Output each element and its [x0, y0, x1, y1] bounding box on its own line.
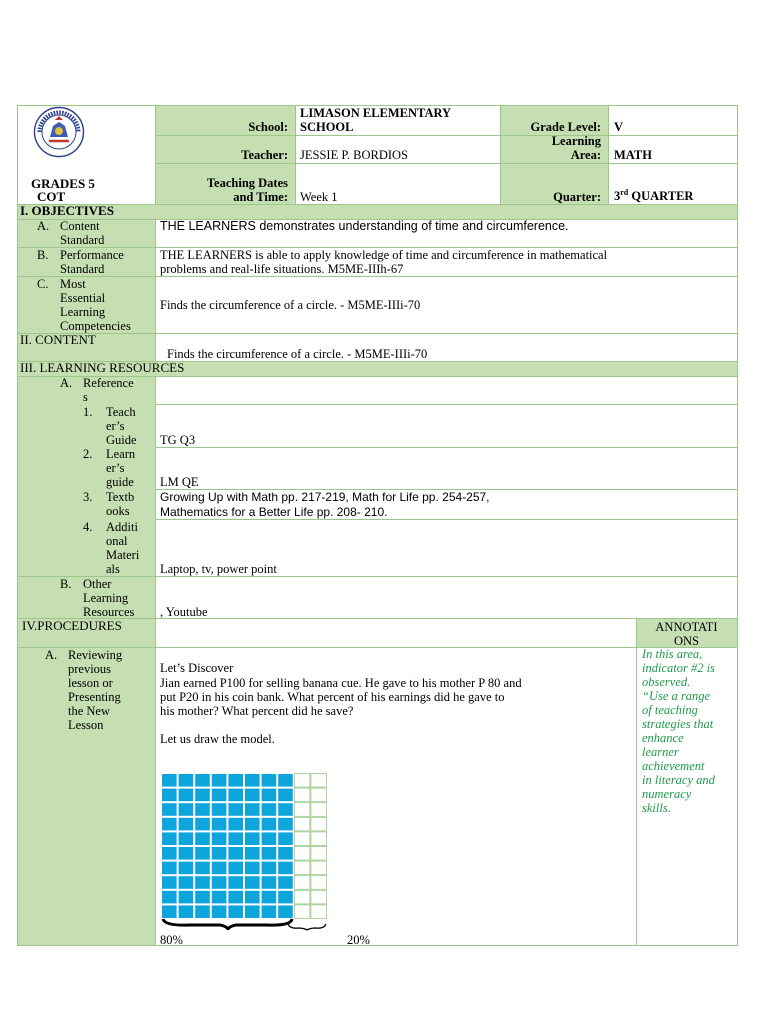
content-standard-value: THE LEARNERS demonstrates understanding of time and circumference. — [160, 219, 569, 233]
teacher-label: Teacher: — [241, 148, 288, 162]
annotation-line: numeracy — [642, 787, 692, 801]
grid-cell-empty — [294, 890, 310, 904]
grid-cell-empty — [294, 788, 310, 802]
grid-cell-shaded — [211, 774, 227, 788]
grid-cell-shaded — [211, 817, 227, 831]
grid-cell-shaded — [162, 803, 178, 817]
grid-cell-shaded — [278, 788, 294, 802]
grid-cell-shaded — [211, 832, 227, 846]
grid-cell-empty — [311, 803, 327, 817]
grid-cell-shaded — [228, 832, 244, 846]
performance-standard-value-line2: problems and real-life situations. M5ME-IIIh-67 — [160, 262, 404, 276]
quarter-number: 3 — [614, 189, 621, 203]
brace-20-percent — [286, 920, 328, 930]
objectives-heading: I. OBJECTIVES — [20, 203, 114, 218]
school-label: School: — [248, 120, 288, 134]
performance-standard-letter: B. — [37, 248, 49, 262]
grid-cell-shaded — [162, 832, 178, 846]
grid-cell-empty — [294, 832, 310, 846]
grid-cell-shaded — [245, 803, 261, 817]
grid-cell-shaded — [278, 817, 294, 831]
grid-cell-shaded — [162, 788, 178, 802]
additional-materials-label-4: als — [106, 562, 120, 576]
review-label-3: lesson or — [68, 676, 113, 690]
grid-cell-shaded — [245, 832, 261, 846]
performance-standard-value-line1: THE LEARNERS is able to apply knowledge of time and circumference in mathematical — [160, 248, 608, 262]
teaching-dates-value: Week 1 — [300, 190, 338, 204]
tg-label-1: Teach — [106, 405, 136, 419]
melc-label-3: Learning — [60, 305, 106, 319]
grid-cell-shaded — [261, 876, 277, 890]
annotations-heading-line1: ANNOTATI — [655, 620, 718, 634]
review-label-6: Lesson — [68, 718, 104, 732]
grid-cell-shaded — [228, 861, 244, 875]
grid-cell-shaded — [162, 876, 178, 890]
learning-area-label-line1: Learning — [551, 134, 601, 148]
grid-cell-shaded — [261, 788, 277, 802]
problem-line3: his mother? What percent did he save? — [160, 704, 354, 718]
hundred-grid-model — [161, 773, 327, 919]
grid-cell-shaded — [195, 861, 211, 875]
grid-cell-shaded — [278, 774, 294, 788]
references-letter: A. — [60, 376, 73, 390]
discover-heading: Let’s Discover — [160, 661, 234, 675]
annotation-line: strategies that — [642, 717, 714, 731]
other-resources-value: , Youtube — [160, 605, 208, 619]
grid-cell-shaded — [245, 817, 261, 831]
annotation-line: enhance — [642, 731, 684, 745]
label-80-percent: 80% — [160, 933, 183, 947]
grid-cell-shaded — [195, 788, 211, 802]
additional-materials-label-2: onal — [106, 534, 128, 548]
quarter-suffix: rd — [620, 187, 629, 197]
teaching-dates-label-line1: Teaching Dates — [206, 176, 288, 190]
grid-cell-shaded — [162, 861, 178, 875]
performance-standard-label-1: Performance — [60, 248, 124, 262]
lm-value: LM QE — [160, 475, 199, 489]
teaching-dates-label-line2: and Time: — [233, 190, 288, 204]
grid-cell-empty — [294, 847, 310, 861]
grid-cell-shaded — [278, 847, 294, 861]
grid-cell-shaded — [211, 890, 227, 904]
grade-level-label: Grade Level: — [530, 120, 601, 134]
grid-cell-shaded — [211, 847, 227, 861]
grid-cell-shaded — [261, 817, 277, 831]
grid-cell-empty — [294, 817, 310, 831]
tg-value: TG Q3 — [160, 433, 196, 447]
review-label-5: the New — [68, 704, 110, 718]
grid-cell-shaded — [245, 876, 261, 890]
grid-cell-shaded — [211, 861, 227, 875]
resources-heading: III. LEARNING RESOURCES — [20, 360, 185, 375]
annotation-line: observed. — [642, 675, 691, 689]
review-label-1: Reviewing — [68, 648, 123, 662]
annotation-line: learner — [642, 745, 679, 759]
grid-cell-shaded — [278, 832, 294, 846]
grid-cell-shaded — [245, 788, 261, 802]
grid-cell-shaded — [178, 847, 194, 861]
grid-cell-empty — [311, 788, 327, 802]
learning-area-value: MATH — [614, 148, 652, 162]
grid-cell-shaded — [228, 847, 244, 861]
grid-cell-empty — [311, 890, 327, 904]
grid-cell-shaded — [261, 847, 277, 861]
references-label-2: s — [83, 390, 88, 404]
grid-cell-empty — [311, 774, 327, 788]
lm-label-2: er’s — [106, 461, 125, 475]
additional-materials-number: 4. — [83, 520, 93, 534]
grades-label-line1: GRADES 5 — [31, 176, 95, 191]
grid-cell-shaded — [245, 774, 261, 788]
grid-cell-empty — [311, 876, 327, 890]
other-resources-label-1: Other — [83, 577, 112, 591]
grid-cell-shaded — [178, 861, 194, 875]
grid-cell-shaded — [228, 817, 244, 831]
melc-letter: C. — [37, 277, 49, 291]
references-label-1: Reference — [83, 376, 134, 390]
review-label-2: previous — [68, 662, 112, 676]
other-resources-label-3: Resources — [83, 605, 135, 619]
grid-cell-shaded — [195, 847, 211, 861]
deped-seal-logo — [33, 106, 85, 158]
grid-cell-shaded — [228, 788, 244, 802]
annotation-line: In this area, — [642, 647, 703, 661]
grid-cell-empty — [294, 774, 310, 788]
grid-cell-shaded — [178, 803, 194, 817]
school-value-line2: SCHOOL — [300, 120, 354, 134]
annotation-line: achievement — [642, 759, 705, 773]
textbooks-value-line1: Growing Up with Math pp. 217-219, Math for Life pp. 254-257, — [160, 490, 490, 504]
other-resources-label-2: Learning — [83, 591, 129, 605]
content-standard-label-2: Standard — [60, 233, 105, 247]
textbooks-value-line2: Mathematics for a Better Life pp. 208- 210. — [160, 505, 388, 519]
grid-cell-shaded — [178, 774, 194, 788]
grid-cell-shaded — [261, 832, 277, 846]
grid-cell-empty — [311, 832, 327, 846]
problem-line2: put P20 in his coin bank. What percent of his earnings did he gave to — [160, 690, 505, 704]
grid-cell-shaded — [228, 890, 244, 904]
quarter-value — [614, 189, 693, 203]
annotation-line: skills. — [642, 801, 671, 815]
tg-label-3: Guide — [106, 433, 137, 447]
additional-materials-label-3: Materi — [106, 548, 140, 562]
grid-cell-shaded — [162, 817, 178, 831]
lm-label-3: guide — [106, 475, 134, 489]
textbooks-number: 3. — [83, 490, 93, 504]
other-resources-letter: B. — [60, 577, 72, 591]
quarter-word: QUARTER — [628, 189, 694, 203]
grid-cell-shaded — [245, 847, 261, 861]
grid-cell-shaded — [178, 876, 194, 890]
grid-cell-shaded — [195, 774, 211, 788]
grid-cell-shaded — [162, 847, 178, 861]
grid-cell-shaded — [278, 890, 294, 904]
grid-cell-shaded — [245, 861, 261, 875]
grid-cell-shaded — [195, 803, 211, 817]
quarter-label: Quarter: — [553, 190, 601, 204]
grid-cell-empty — [294, 803, 310, 817]
school-value-line1: LIMASON ELEMENTARY — [300, 106, 452, 120]
grid-cell-shaded — [278, 803, 294, 817]
textbooks-label-2: ooks — [106, 504, 130, 518]
grid-cell-shaded — [245, 890, 261, 904]
annotations-heading-line2: ONS — [673, 634, 699, 648]
teacher-value: JESSIE P. BORDIOS — [300, 148, 409, 162]
procedures-heading: IV.PROCEDURES — [22, 618, 122, 633]
melc-label-2: Essential — [60, 291, 106, 305]
grid-cell-empty — [294, 876, 310, 890]
melc-value: Finds the circumference of a circle. - M5ME-IIIi-70 — [160, 298, 421, 312]
additional-materials-label-1: Additi — [106, 520, 138, 534]
content-standard-label-1: Content — [60, 219, 100, 233]
content-standard-letter: A. — [37, 219, 50, 233]
label-20-percent: 20% — [347, 933, 370, 947]
grid-cell-empty — [311, 817, 327, 831]
grid-cell-empty — [311, 847, 327, 861]
grid-cell-shaded — [261, 890, 277, 904]
grid-cell-shaded — [261, 861, 277, 875]
tg-label-2: er’s — [106, 419, 125, 433]
grid-cell-shaded — [178, 817, 194, 831]
learning-area-label-line2: Area: — [570, 148, 601, 162]
grid-cell-shaded — [211, 803, 227, 817]
grid-cell-empty — [311, 905, 327, 919]
content-heading: II. CONTENT — [20, 332, 96, 347]
lm-label-1: Learn — [106, 447, 136, 461]
grid-cell-shaded — [211, 876, 227, 890]
grid-cell-empty — [294, 861, 310, 875]
melc-label-4: Competencies — [60, 319, 131, 333]
grid-cell-shaded — [261, 803, 277, 817]
grid-cell-shaded — [278, 861, 294, 875]
objectives-heading-fill — [17, 204, 737, 219]
grid-cell-shaded — [211, 788, 227, 802]
grid-cell-shaded — [162, 890, 178, 904]
grid-cell-empty — [311, 861, 327, 875]
textbooks-label-1: Textb — [106, 490, 135, 504]
review-letter: A. — [45, 648, 58, 662]
draw-model-text: Let us draw the model. — [160, 732, 275, 746]
annotation-line: in literacy and — [642, 773, 715, 787]
grade-level-value: V — [614, 120, 624, 134]
problem-line1: Jian earned P100 for selling banana cue. He gave to his mother P 80 and — [160, 676, 522, 690]
grid-cell-shaded — [228, 803, 244, 817]
grid-cell-shaded — [178, 832, 194, 846]
grid-cell-shaded — [261, 774, 277, 788]
brace-80-percent — [160, 916, 295, 930]
tg-number: 1. — [83, 405, 93, 419]
grid-cell-shaded — [228, 774, 244, 788]
grid-cell-shaded — [162, 774, 178, 788]
grid-cell-shaded — [178, 890, 194, 904]
annotation-line: indicator #2 is — [642, 661, 715, 675]
grid-cell-shaded — [195, 817, 211, 831]
grid-cell-shaded — [278, 876, 294, 890]
grid-cell-shaded — [178, 788, 194, 802]
performance-standard-label-2: Standard — [60, 262, 105, 276]
grid-cell-shaded — [195, 876, 211, 890]
melc-label-1: Most — [60, 277, 86, 291]
grid-cell-empty — [294, 905, 310, 919]
annotation-line: “Use a range — [642, 689, 711, 703]
annotation-line: of teaching — [642, 703, 698, 717]
grid-cell-shaded — [228, 876, 244, 890]
grid-cell-shaded — [195, 890, 211, 904]
lm-number: 2. — [83, 447, 93, 461]
review-label-4: Presenting — [68, 690, 121, 704]
grades-label-line2: COT — [37, 189, 66, 204]
additional-materials-value: Laptop, tv, power point — [160, 562, 277, 576]
content-value: Finds the circumference of a circle. - M5ME-IIIi-70 — [167, 347, 428, 361]
grid-cell-shaded — [195, 832, 211, 846]
